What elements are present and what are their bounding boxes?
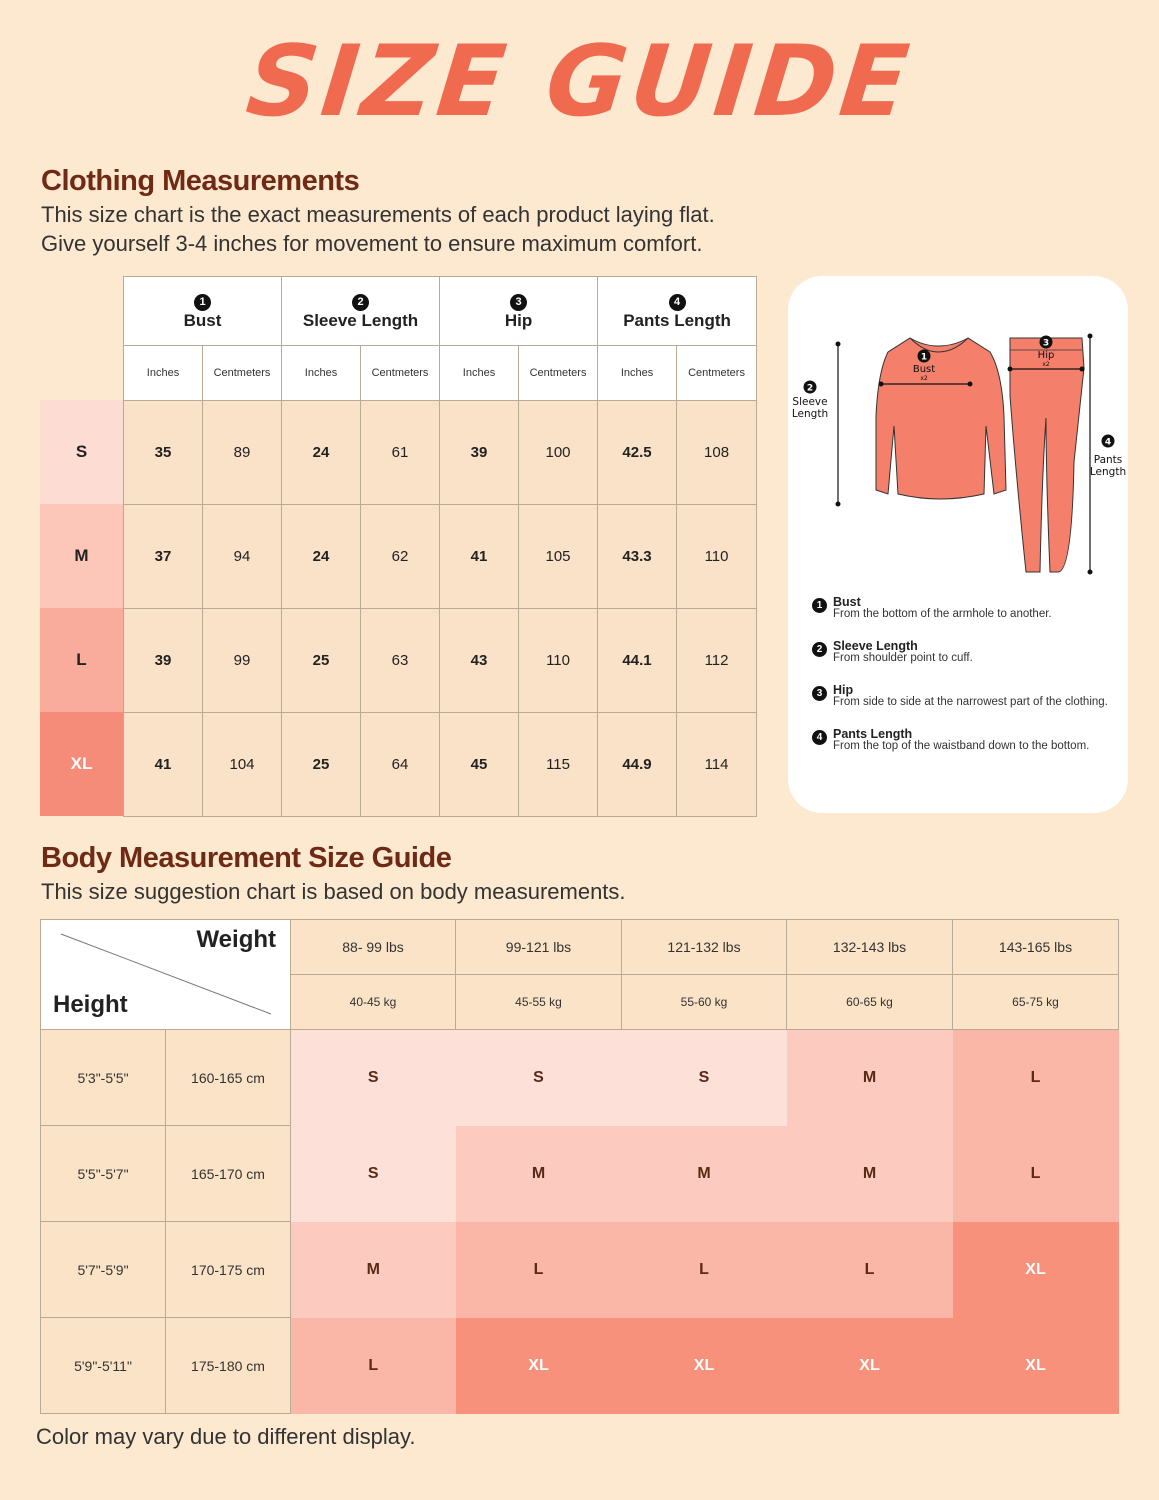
number-4-icon: 4	[669, 294, 686, 311]
table-cell: 115	[519, 713, 598, 817]
size-recommendation: XL	[787, 1318, 953, 1414]
legend-desc: From shoulder point to cuff.	[833, 652, 973, 664]
legend-item-bust	[812, 595, 1052, 620]
unit-header: Centmeters	[361, 346, 440, 401]
size-label: S	[75, 442, 88, 461]
legend-title: Hip	[833, 683, 854, 697]
size-recommendation: S	[456, 1030, 622, 1126]
table-cell: 37	[124, 505, 203, 609]
unit-header: Inches	[124, 346, 203, 401]
table-cell: 105	[519, 505, 598, 609]
height-in-cell: 5'7"-5'9"	[41, 1222, 166, 1318]
table-cell: 24	[282, 505, 361, 609]
bust-label: Bust	[912, 364, 936, 375]
column-header-pants-length	[598, 277, 757, 346]
sleeve-label-line2: Length	[791, 408, 829, 420]
table-cell: 100	[519, 401, 598, 505]
number-3-icon: 3	[1042, 338, 1050, 349]
number-3-icon: 3	[510, 294, 527, 311]
table-row	[41, 1318, 1119, 1414]
weight-kg-header: 45-55 kg	[456, 975, 622, 1030]
bust-x2-label: x2	[920, 375, 928, 382]
clothing-heading: Clothing Measurements	[41, 165, 360, 197]
table-cell: 110	[519, 609, 598, 713]
table-cell: 61	[361, 401, 440, 505]
table-cell: 63	[361, 609, 440, 713]
table-cell: 104	[203, 713, 282, 817]
number-1-icon: 1	[812, 598, 827, 613]
number-3-icon: 3	[812, 686, 827, 701]
number-2-icon: 2	[806, 383, 814, 394]
table-cell: 112	[677, 609, 757, 713]
table-row	[124, 505, 757, 609]
size-recommendation: S	[291, 1030, 456, 1126]
weight-kg-header: 60-65 kg	[787, 975, 953, 1030]
table-row	[124, 609, 757, 713]
legend-desc: From the top of the waistband down to the bottom.	[833, 740, 1090, 752]
unit-header: Inches	[598, 346, 677, 401]
table-cell: 42.5	[598, 401, 677, 505]
legend-title: Sleeve Length	[833, 639, 918, 653]
clothing-measurements-table	[123, 276, 757, 817]
table-cell: 41	[440, 505, 519, 609]
unit-header: Centmeters	[519, 346, 598, 401]
size-recommendation: M	[787, 1126, 953, 1222]
number-1-icon: 1	[194, 294, 211, 311]
weight-kg-header: 40-45 kg	[291, 975, 456, 1030]
size-recommendation: XL	[456, 1318, 622, 1414]
clothing-subtitle-1: This size chart is the exact measurements of each product laying flat.	[41, 202, 715, 227]
weight-label: Weight	[196, 926, 276, 953]
unit-header: Inches	[282, 346, 361, 401]
size-recommendation: S	[622, 1030, 787, 1126]
height-cm-cell: 165-170 cm	[166, 1126, 291, 1222]
size-cell-s	[40, 400, 123, 504]
size-cell-m	[40, 504, 123, 608]
column-header-bust	[124, 277, 282, 346]
size-recommendation: L	[953, 1030, 1119, 1126]
table-row	[124, 713, 757, 817]
legend-title: Pants Length	[833, 727, 913, 741]
weight-height-corner	[41, 920, 291, 1030]
size-recommendation: XL	[953, 1222, 1119, 1318]
number-4-icon: 4	[1104, 437, 1112, 448]
garment-illustration	[788, 276, 1128, 586]
height-cm-cell: 170-175 cm	[166, 1222, 291, 1318]
size-label: M	[74, 546, 89, 565]
weight-lbs-header: 121-132 lbs	[622, 920, 787, 975]
clothing-subtitle-2: Give yourself 3-4 inches for movement to ensure maximum comfort.	[41, 231, 703, 256]
table-cell: 39	[440, 401, 519, 505]
height-in-cell: 5'3"-5'5"	[41, 1030, 166, 1126]
pants-label-line1: Pants	[1093, 454, 1123, 466]
unit-header: Centmeters	[203, 346, 282, 401]
table-cell: 41	[124, 713, 203, 817]
column-name: Bust	[183, 310, 222, 330]
sleeve-label-line1: Sleeve	[792, 396, 828, 408]
table-cell: 110	[677, 505, 757, 609]
size-cell-l	[40, 608, 123, 712]
body-subtitle: This size suggestion chart is based on body measurements.	[41, 879, 626, 904]
table-row	[41, 1126, 1119, 1222]
height-cm-cell: 175-180 cm	[166, 1318, 291, 1414]
pants-label-line2: Length	[1089, 466, 1127, 478]
size-recommendation: M	[291, 1222, 456, 1318]
table-cell: 45	[440, 713, 519, 817]
legend-desc: From the bottom of the armhole to another.	[833, 608, 1052, 620]
size-recommendation: L	[456, 1222, 622, 1318]
column-header-hip	[440, 277, 598, 346]
column-name: Hip	[504, 310, 533, 330]
table-cell: 62	[361, 505, 440, 609]
legend-item-sleeve-length	[812, 639, 973, 664]
legend-item-hip	[812, 683, 1108, 708]
weight-lbs-header: 132-143 lbs	[787, 920, 953, 975]
body-size-table	[40, 919, 1119, 1414]
table-row	[41, 1030, 1119, 1126]
number-4-icon: 4	[812, 730, 827, 745]
size-recommendation: L	[787, 1222, 953, 1318]
unit-header: Centmeters	[677, 346, 757, 401]
table-cell: 25	[282, 609, 361, 713]
size-label: L	[76, 650, 87, 669]
body-heading: Body Measurement Size Guide	[41, 842, 452, 874]
number-2-icon: 2	[812, 642, 827, 657]
weight-lbs-header: 143-165 lbs	[953, 920, 1119, 975]
size-recommendation: XL	[953, 1318, 1119, 1414]
unit-header: Inches	[440, 346, 519, 401]
table-cell: 24	[282, 401, 361, 505]
number-1-icon: 1	[920, 352, 928, 363]
table-cell: 114	[677, 713, 757, 817]
table-row	[124, 401, 757, 505]
size-recommendation: L	[622, 1222, 787, 1318]
column-header-sleeve-length	[282, 277, 440, 346]
table-cell: 99	[203, 609, 282, 713]
size-recommendation: XL	[622, 1318, 787, 1414]
size-recommendation: L	[291, 1318, 456, 1414]
legend-title: Bust	[833, 595, 861, 609]
footer-note: Color may vary due to different display.	[36, 1424, 416, 1449]
number-2-icon: 2	[352, 294, 369, 311]
size-recommendation: S	[291, 1126, 456, 1222]
table-cell: 94	[203, 505, 282, 609]
table-cell: 44.9	[598, 713, 677, 817]
table-cell: 35	[124, 401, 203, 505]
table-cell: 44.1	[598, 609, 677, 713]
page-title: SIZE GUIDE	[241, 25, 918, 139]
legend-item-pants-length	[812, 727, 1089, 752]
height-label: Height	[53, 991, 128, 1018]
table-cell: 43.3	[598, 505, 677, 609]
weight-kg-header: 55-60 kg	[622, 975, 787, 1030]
height-cm-cell: 160-165 cm	[166, 1030, 291, 1126]
legend-desc: From side to side at the narrowest part of the clothing.	[833, 696, 1108, 708]
table-cell: 64	[361, 713, 440, 817]
table-cell: 39	[124, 609, 203, 713]
size-recommendation: M	[787, 1030, 953, 1126]
column-name: Sleeve Length	[302, 310, 419, 330]
size-cell-xl	[40, 712, 123, 816]
size-recommendation: M	[456, 1126, 622, 1222]
table-cell: 43	[440, 609, 519, 713]
height-in-cell: 5'9"-5'11"	[41, 1318, 166, 1414]
size-recommendation: L	[953, 1126, 1119, 1222]
weight-lbs-header: 99-121 lbs	[456, 920, 622, 975]
hip-label: Hip	[1037, 350, 1055, 361]
size-recommendation: M	[622, 1126, 787, 1222]
hip-x2-label: x2	[1042, 361, 1050, 368]
table-cell: 25	[282, 713, 361, 817]
height-in-cell: 5'5"-5'7"	[41, 1126, 166, 1222]
table-row	[41, 1222, 1119, 1318]
weight-kg-header: 65-75 kg	[953, 975, 1119, 1030]
measurement-diagram-card	[788, 276, 1128, 813]
size-label: XL	[70, 754, 93, 773]
table-cell: 108	[677, 401, 757, 505]
column-name: Pants Length	[623, 310, 731, 330]
table-cell: 89	[203, 401, 282, 505]
weight-lbs-header: 88- 99 lbs	[291, 920, 456, 975]
